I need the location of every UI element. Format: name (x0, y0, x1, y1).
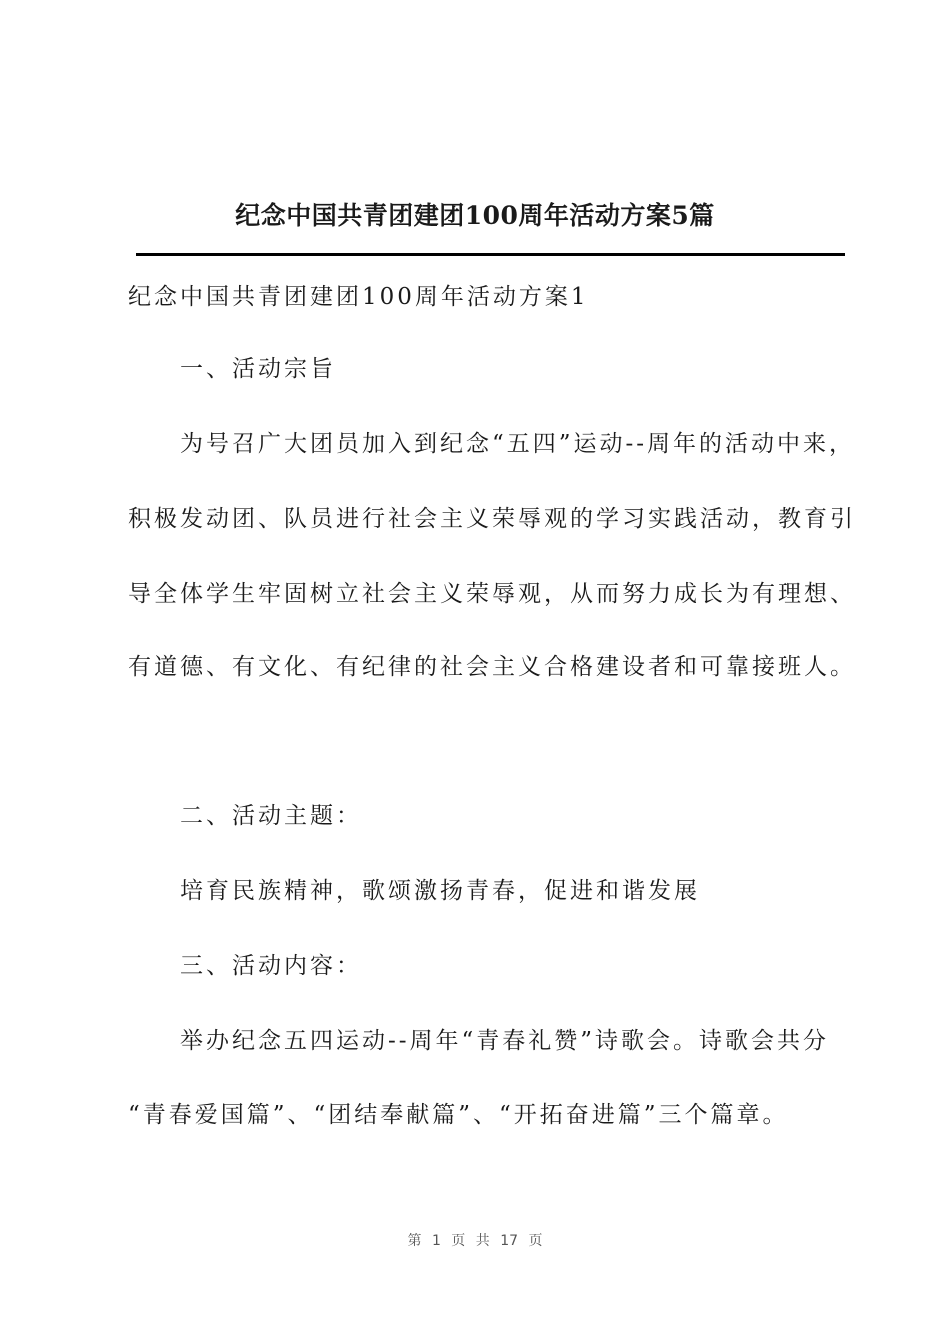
heading-theme: 二、活动主题： (180, 803, 362, 829)
heading-purpose: 一、活动宗旨 (180, 356, 336, 382)
paragraph-line: 有道德、有文化、有纪律的社会主义合格建设者和可靠接班人。 (128, 654, 856, 680)
document-title: 纪念中国共青团建团100周年活动方案5篇 (235, 201, 715, 230)
paragraph-line: 举办纪念五四运动--周年“青春礼赞”诗歌会。诗歌会共分 (180, 1028, 830, 1054)
section-subtitle: 纪念中国共青团建团100周年活动方案1 (128, 284, 589, 310)
paragraph-line: 为号召广大团员加入到纪念“五四”运动--周年的活动中来， (180, 431, 856, 457)
paragraph-line: 导全体学生牢固树立社会主义荣辱观，从而努力成长为有理想、 (128, 581, 856, 607)
paragraph-line: 积极发动团、队员进行社会主义荣辱观的学习实践活动，教育引 (128, 506, 856, 532)
paragraph-line: 培育民族精神，歌颂激扬青春，促进和谐发展 (180, 878, 700, 904)
paragraph-line: “青春爱国篇”、“团结奉献篇”、“开拓奋进篇”三个篇章。 (128, 1102, 789, 1128)
page-footer: 第 1 页 共 17 页 (407, 1233, 543, 1249)
title-underline (136, 253, 845, 256)
heading-content: 三、活动内容： (180, 953, 362, 979)
